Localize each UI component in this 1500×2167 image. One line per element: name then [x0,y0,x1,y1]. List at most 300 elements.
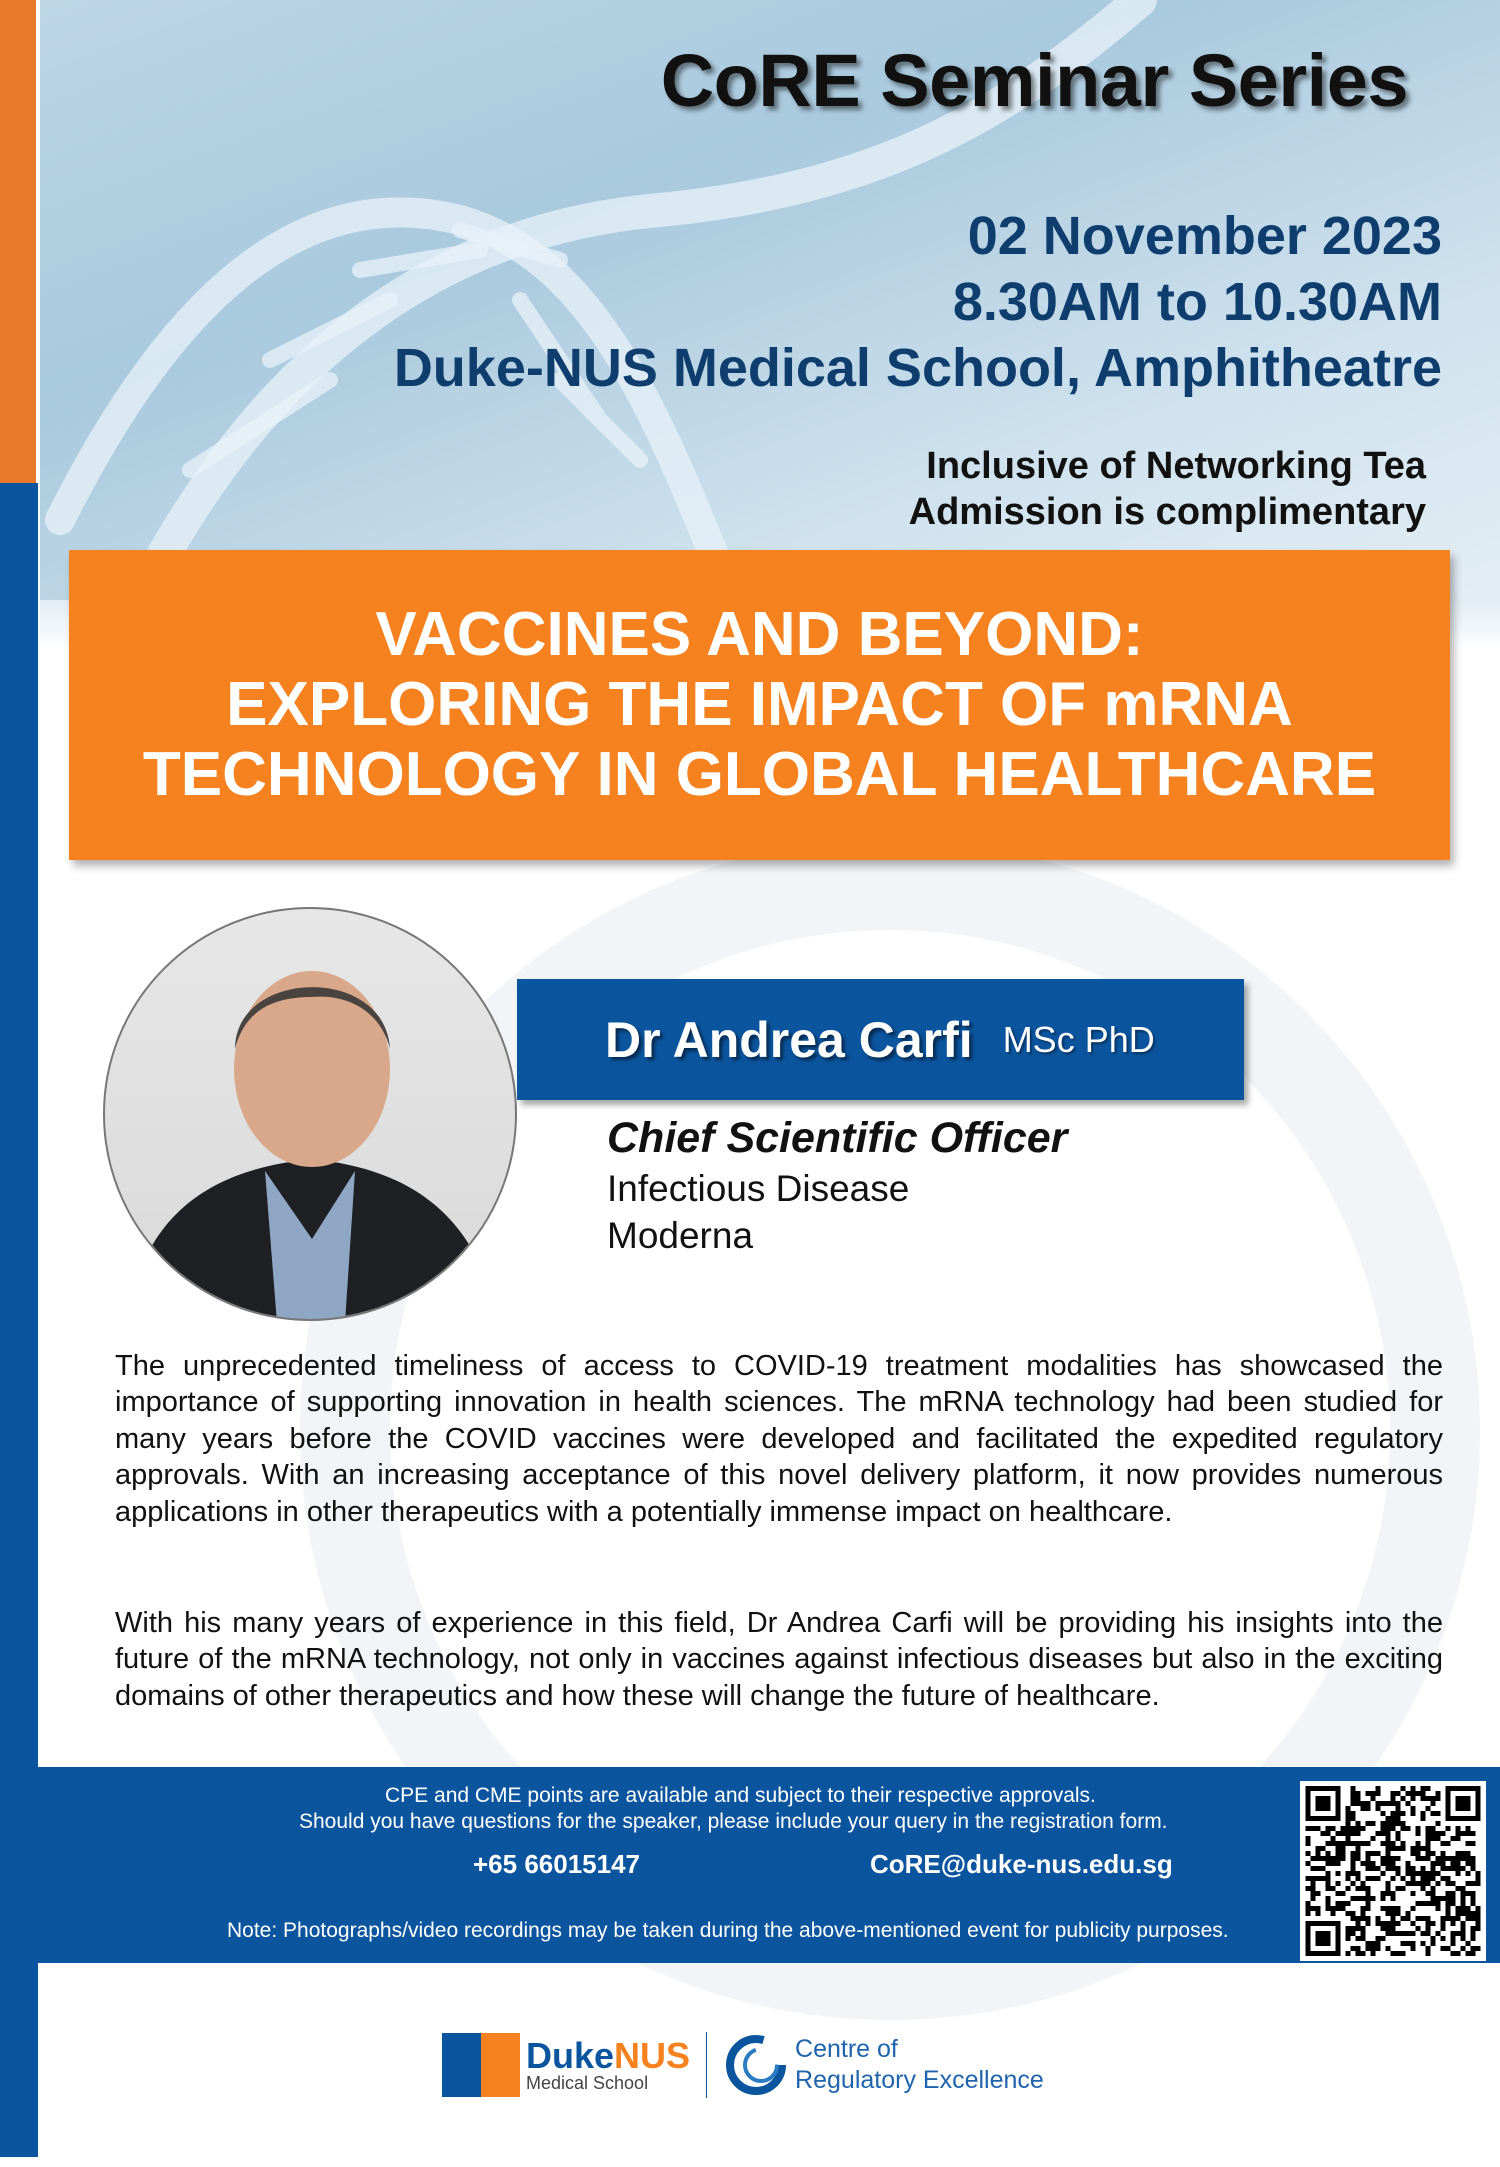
qr-module [1346,1876,1351,1881]
qr-module [1376,1936,1381,1941]
qr-module [1396,1801,1401,1806]
qr-module [1461,1896,1466,1901]
qr-module [1391,1896,1396,1901]
qr-module [1426,1846,1431,1851]
qr-module [1361,1936,1366,1941]
qr-module [1461,1931,1466,1936]
qr-module [1331,1906,1336,1911]
qr-module [1371,1796,1376,1801]
qr-module [1401,1846,1406,1851]
qr-module [1326,1831,1331,1836]
qr-module [1471,1841,1476,1846]
qr-module [1361,1801,1366,1806]
qr-module [1426,1871,1431,1876]
qr-module [1436,1931,1441,1936]
qr-module [1441,1921,1446,1926]
qr-module [1366,1921,1371,1926]
speaker-name: Dr Andrea Carfi [605,1011,973,1068]
qr-module [1361,1951,1366,1956]
qr-module [1356,1826,1361,1831]
qr-module [1446,1896,1451,1901]
qr-module [1391,1796,1396,1801]
qr-module [1426,1926,1431,1931]
qr-module [1441,1861,1446,1866]
qr-module [1376,1921,1381,1926]
photography-note: Note: Photographs/video recordings may be taken during the above-mentioned event for publicity purposes. [227,1919,1229,1942]
qr-module [1341,1846,1346,1851]
qr-module [1401,1786,1406,1791]
speaker-department: Infectious Disease [607,1168,910,1209]
qr-module [1346,1831,1351,1836]
qr-module [1396,1791,1401,1796]
qr-module [1366,1851,1371,1856]
nus-crest-icon [481,2033,520,2097]
qr-module [1411,1796,1416,1801]
qr-module [1451,1941,1456,1946]
qr-module [1371,1946,1376,1951]
registration-qr-code[interactable] [1300,1781,1486,1961]
qr-module [1441,1896,1446,1901]
qr-module [1436,1881,1441,1886]
qr-module [1471,1896,1476,1901]
qr-module [1376,1831,1381,1836]
qr-module [1366,1916,1371,1921]
speaker-qualifications: MSc PhD [1002,1018,1155,1060]
qr-module [1336,1831,1341,1836]
qr-module [1351,1851,1356,1856]
qr-module [1421,1816,1426,1821]
qr-module [1356,1796,1361,1801]
logo-duke: Duke [526,2035,615,2076]
qr-module [1346,1836,1351,1841]
qr-module [1351,1816,1356,1821]
qr-module [1341,1906,1346,1911]
logo-regulatory-excellence: Regulatory Excellence [795,2066,1044,2094]
qr-module [1346,1841,1351,1846]
qr-module [1401,1796,1406,1801]
qr-module [1366,1946,1371,1951]
qr-module [1376,1786,1381,1791]
qr-module [1326,1826,1331,1831]
qr-module [1416,1826,1421,1831]
qr-module [1376,1791,1381,1796]
qr-module [1361,1906,1366,1911]
qr-module [1376,1801,1381,1806]
qr-module [1386,1931,1391,1936]
qr-module [1461,1926,1466,1931]
qr-module [1376,1806,1381,1811]
qr-module [1351,1866,1356,1871]
qr-module [1411,1851,1416,1856]
qr-module [1316,1856,1321,1861]
qr-module [1366,1801,1371,1806]
qr-module [1356,1951,1361,1956]
qr-module [1446,1826,1451,1831]
duke-shield-icon [442,2033,481,2097]
qr-module [1441,1936,1446,1941]
qr-module [1351,1786,1356,1791]
qr-module [1396,1866,1401,1871]
side-bar-blue [0,483,38,2157]
qr-module [1361,1881,1366,1886]
qr-module [1311,1881,1316,1886]
qr-module [1471,1891,1476,1896]
qr-module [1356,1926,1361,1931]
qr-module [1431,1796,1436,1801]
qr-module [1411,1866,1416,1871]
qr-module [1316,1851,1321,1856]
qr-module [1351,1811,1356,1816]
qr-module [1436,1796,1441,1801]
qr-module [1331,1841,1336,1846]
qr-module [1356,1856,1361,1861]
qr-module [1471,1926,1476,1931]
qr-module [1386,1906,1391,1911]
qr-module [1441,1946,1446,1951]
qr-module [1436,1906,1441,1911]
qr-module [1356,1851,1361,1856]
qr-module [1411,1941,1416,1946]
qr-finder [1316,1796,1331,1811]
qr-module [1371,1821,1376,1826]
qr-module [1366,1891,1371,1896]
qr-module [1356,1841,1361,1846]
qr-module [1431,1826,1436,1831]
qr-module [1476,1926,1481,1931]
qr-module [1366,1806,1371,1811]
qr-module [1476,1911,1481,1916]
qr-module [1426,1836,1431,1841]
qr-module [1306,1876,1311,1881]
qr-module [1366,1896,1371,1901]
qr-module [1421,1846,1426,1851]
qr-module [1356,1921,1361,1926]
qr-module [1421,1811,1426,1816]
qr-module [1346,1931,1351,1936]
qr-module [1336,1871,1341,1876]
qr-module [1391,1931,1396,1936]
qr-module [1351,1931,1356,1936]
qr-module [1391,1916,1396,1921]
qr-module [1386,1841,1391,1846]
qr-module [1331,1886,1336,1891]
qr-module [1351,1796,1356,1801]
qr-module [1391,1841,1396,1846]
qr-module [1416,1856,1421,1861]
qr-module [1381,1936,1386,1941]
qr-module [1396,1836,1401,1841]
qr-module [1361,1806,1366,1811]
qr-module [1426,1841,1431,1846]
qr-module [1461,1936,1466,1941]
qr-module [1326,1856,1331,1861]
qr-module [1441,1866,1446,1871]
qr-module [1441,1856,1446,1861]
qr-module [1341,1856,1346,1861]
qr-module [1431,1811,1436,1816]
contact-phone[interactable]: +65 66015147 [473,1849,641,1879]
qr-module [1316,1891,1321,1896]
qr-module [1441,1916,1446,1921]
qr-module [1396,1816,1401,1821]
qr-module [1386,1866,1391,1871]
qr-module [1336,1861,1341,1866]
qr-module [1476,1916,1481,1921]
qr-module [1406,1791,1411,1796]
qr-module [1406,1881,1411,1886]
qr-module [1451,1856,1456,1861]
qr-module [1391,1891,1396,1896]
abstract-paragraph: The unprecedented timeliness of access to COVID-19 treatment modalities has showcased the importance of supporting innovation in health sciences. The mRNA technology had been studied for many years before the COVID vaccines were developed and facilitated the expedited regulatory approvals. With an increasing acceptance of this novel delivery platform, it now provides numerous applications in other therapeutics with a potentially immense impact on healthcare. [115,1350,1443,1528]
qr-module [1376,1916,1381,1921]
qr-module [1391,1791,1396,1796]
qr-module [1386,1891,1391,1896]
qr-module [1391,1911,1396,1916]
qr-module [1331,1856,1336,1861]
qr-module [1361,1896,1366,1901]
qr-module [1326,1861,1331,1866]
qr-module [1356,1871,1361,1876]
qr-module [1456,1861,1461,1866]
qr-module [1451,1861,1456,1866]
qr-module [1411,1806,1416,1811]
qr-module [1446,1911,1451,1916]
qr-module [1326,1871,1331,1876]
qr-module [1401,1821,1406,1826]
qr-module [1366,1876,1371,1881]
qr-module [1416,1916,1421,1921]
qr-module [1476,1921,1481,1926]
qr-module [1466,1916,1471,1921]
qr-module [1326,1876,1331,1881]
qr-module [1431,1901,1436,1906]
qr-module [1391,1801,1396,1806]
qr-module [1351,1831,1356,1836]
qr-module [1461,1856,1466,1861]
qr-module [1471,1911,1476,1916]
qr-module [1321,1876,1326,1881]
qr-module [1446,1901,1451,1906]
qr-module [1306,1911,1311,1916]
qr-module [1396,1951,1401,1956]
qr-module [1386,1926,1391,1931]
qr-module [1366,1886,1371,1891]
qr-module [1386,1886,1391,1891]
qr-module [1336,1881,1341,1886]
qr-module [1356,1846,1361,1851]
qr-module [1366,1841,1371,1846]
qr-module [1471,1931,1476,1936]
qr-module [1421,1856,1426,1861]
qr-module [1381,1861,1386,1866]
qr-module [1356,1821,1361,1826]
qr-module [1351,1946,1356,1951]
event-venue: Duke-NUS Medical School, Amphitheatre [393,338,1442,398]
qr-module [1396,1811,1401,1816]
qr-module [1466,1881,1471,1886]
qr-module [1416,1871,1421,1876]
qr-module [1466,1891,1471,1896]
qr-module [1431,1866,1436,1871]
qr-module [1421,1871,1426,1876]
qr-module [1411,1811,1416,1816]
qr-module [1401,1916,1406,1921]
qr-module [1381,1801,1386,1806]
qr-module [1396,1886,1401,1891]
qr-module [1386,1856,1391,1861]
qr-module [1396,1931,1401,1936]
qr-module [1411,1931,1416,1936]
qr-module [1421,1786,1426,1791]
qr-module [1346,1886,1351,1891]
qr-module [1451,1916,1456,1921]
qr-module [1311,1891,1316,1896]
qr-module [1446,1876,1451,1881]
qr-module [1381,1831,1386,1836]
qr-module [1336,1851,1341,1856]
qr-module [1391,1906,1396,1911]
qr-module [1431,1831,1436,1836]
qr-module [1426,1901,1431,1906]
qr-module [1456,1916,1461,1921]
qr-module [1426,1881,1431,1886]
qr-module [1356,1916,1361,1921]
questions-note: Should you have questions for the speaker, please include your query in the registration form. [299,1810,1168,1833]
qr-module [1361,1911,1366,1916]
qr-module [1371,1866,1376,1871]
qr-module [1311,1826,1316,1831]
qr-module [1416,1901,1421,1906]
qr-module [1311,1886,1316,1891]
qr-module [1426,1786,1431,1791]
qr-module [1461,1831,1466,1836]
qr-module [1406,1941,1411,1946]
qr-module [1471,1946,1476,1951]
qr-module [1346,1901,1351,1906]
qr-module [1461,1911,1466,1916]
qr-module [1441,1876,1446,1881]
qr-module [1361,1886,1366,1891]
qr-module [1371,1791,1376,1796]
contact-email[interactable]: CoRE@duke-nus.edu.sg [870,1849,1173,1879]
qr-module [1346,1811,1351,1816]
logo-medical-school: Medical School [526,2073,649,2093]
qr-module [1316,1906,1321,1911]
qr-module [1326,1896,1331,1901]
qr-module [1466,1941,1471,1946]
speaker-name-banner [517,979,1244,1100]
qr-module [1356,1886,1361,1891]
qr-module [1461,1946,1466,1951]
qr-module [1346,1871,1351,1876]
qr-module [1381,1821,1386,1826]
qr-module [1461,1866,1466,1871]
qr-module [1401,1931,1406,1936]
logo-divider [706,2032,707,2098]
qr-module [1451,1881,1456,1886]
qr-module [1441,1831,1446,1836]
qr-module [1461,1906,1466,1911]
qr-module [1431,1896,1436,1901]
logo-centre-of: Centre of [795,2035,898,2063]
qr-module [1351,1841,1356,1846]
qr-module [1341,1901,1346,1906]
qr-module [1326,1906,1331,1911]
qr-module [1316,1911,1321,1916]
qr-module [1356,1946,1361,1951]
qr-module [1351,1911,1356,1916]
qr-module [1426,1826,1431,1831]
qr-module [1381,1921,1386,1926]
qr-module [1391,1826,1396,1831]
topic-line: VACCINES AND BEYOND: [375,600,1144,669]
qr-module [1376,1851,1381,1856]
qr-module [1406,1911,1411,1916]
speaker-organization: Moderna [607,1215,754,1256]
qr-module [1461,1851,1466,1856]
qr-module [1306,1841,1311,1846]
qr-module [1386,1911,1391,1916]
qr-module [1326,1851,1331,1856]
qr-module [1456,1856,1461,1861]
qr-module [1376,1941,1381,1946]
qr-module [1421,1796,1426,1801]
qr-module [1351,1926,1356,1931]
qr-module [1476,1906,1481,1911]
qr-module [1361,1826,1366,1831]
qr-module [1416,1851,1421,1856]
qr-module [1461,1886,1466,1891]
qr-module [1346,1926,1351,1931]
qr-module [1306,1851,1311,1856]
admission-note: Admission is complimentary [908,491,1426,533]
qr-module [1351,1826,1356,1831]
qr-module [1446,1916,1451,1921]
qr-module [1336,1891,1341,1896]
qr-module [1426,1946,1431,1951]
qr-module [1311,1856,1316,1861]
qr-finder [1316,1931,1331,1946]
qr-module [1311,1906,1316,1911]
qr-module [1371,1951,1376,1956]
qr-module [1411,1921,1416,1926]
qr-module [1436,1831,1441,1836]
qr-module [1431,1941,1436,1946]
qr-module [1431,1861,1436,1866]
speaker-paragraph: With his many years of experience in this field, Dr Andrea Carfi will be providing his insights into the future of the mRNA technology, not only in vaccines against infectious diseases but also in the exciting domains of other therapeutics and how these will change the future of healthcare. [115,1607,1443,1712]
qr-module [1386,1946,1391,1951]
qr-module [1411,1791,1416,1796]
qr-module [1466,1871,1471,1876]
qr-module [1376,1876,1381,1881]
qr-module [1416,1841,1421,1846]
qr-module [1436,1836,1441,1841]
qr-module [1461,1921,1466,1926]
core-swirl-icon [723,2032,787,2098]
qr-module [1446,1866,1451,1871]
qr-module [1406,1861,1411,1866]
qr-module [1346,1821,1351,1826]
qr-module [1411,1876,1416,1881]
qr-module [1381,1871,1386,1876]
qr-module [1421,1886,1426,1891]
networking-tea-note: Inclusive of Networking Tea [926,445,1426,487]
qr-module [1396,1846,1401,1851]
qr-module [1396,1906,1401,1911]
qr-module [1411,1871,1416,1876]
qr-module [1421,1901,1426,1906]
qr-module [1426,1876,1431,1881]
